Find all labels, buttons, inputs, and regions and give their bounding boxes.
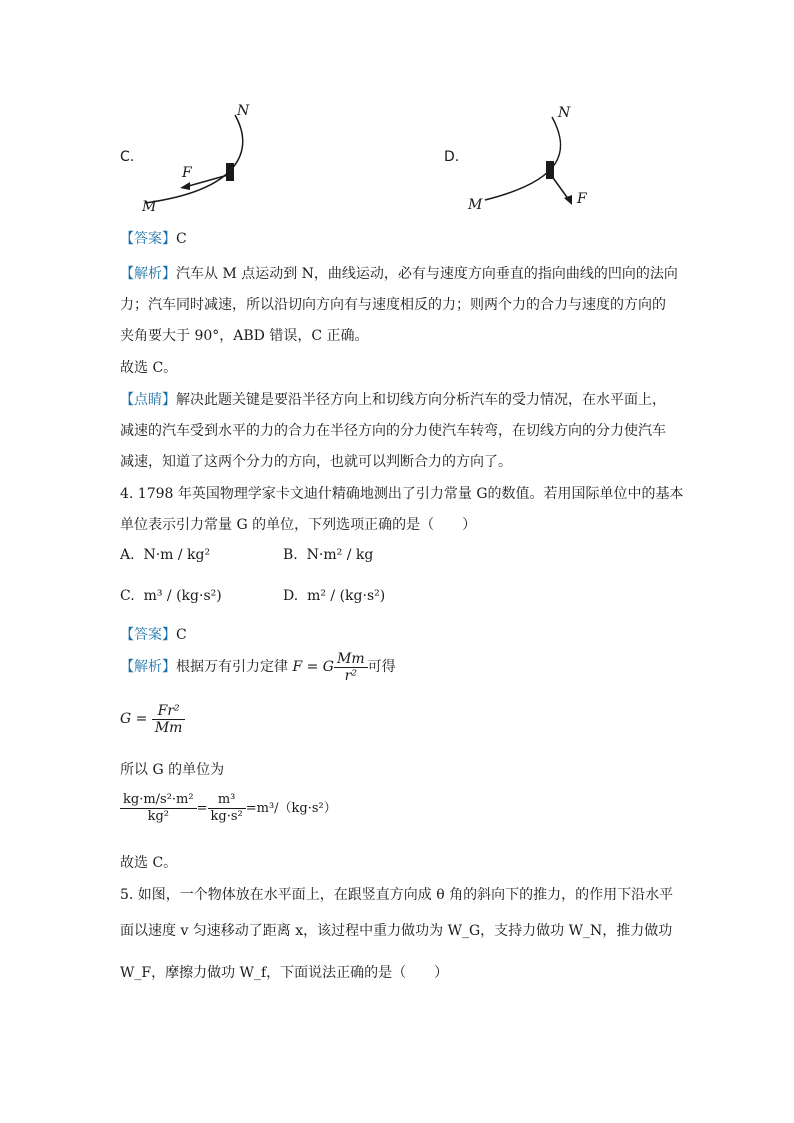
- figure-d: [430, 95, 630, 220]
- q4-analysis: [120, 650, 396, 684]
- law-denominator: r²: [344, 667, 357, 684]
- answer-tag: 【答案】: [120, 231, 176, 247]
- unit-denominator-1: kg²: [147, 809, 169, 824]
- unit-numerator-2: m³: [208, 792, 246, 809]
- q3-comment-line-2: 减速的汽车受到水平的力的合力在半径方向的分力使汽车转弯，在切线方向的分力使汽车: [120, 423, 666, 439]
- unit-denominator-2: kg·s²: [210, 809, 243, 824]
- answer-value: C: [176, 231, 187, 247]
- q5-stem-line-2: 面以速度 v 匀速移动了距离 x，该过程中重力做功为 W_G，支持力做功 W_N，推力做功: [120, 923, 673, 939]
- figure-c-diagram: [110, 95, 310, 220]
- q4-option-a: [120, 547, 210, 563]
- q4-option-d: [283, 588, 385, 604]
- option-text: N·m / kg²: [143, 547, 211, 563]
- label-m: M: [468, 197, 483, 213]
- q4-stem-line-2: 单位表示引力常量 G 的单位，下列选项正确的是（ ）: [120, 517, 477, 533]
- g-numerator: Fr²: [152, 703, 186, 720]
- comment-text: 解决此题关键是要沿半径方向上和切线方向分析汽车的受力情况，在水平面上，: [176, 392, 666, 408]
- analysis-tag: 【解析】: [120, 659, 176, 675]
- option-text: m³ / (kg·s²): [143, 588, 222, 604]
- q4-conclusion: 故选 C。: [120, 855, 178, 871]
- answer-tag: 【答案】: [120, 627, 176, 643]
- g-fraction: [152, 703, 186, 736]
- answer-value: C: [176, 627, 187, 643]
- label-n: N: [558, 105, 571, 121]
- q3-comment-line-1: [120, 389, 666, 409]
- car-block: [226, 163, 234, 181]
- analysis-text: 汽车从 M 点运动到 N，曲线运动，必有与速度方向垂直的指向曲线的凹向的法向: [176, 266, 678, 282]
- g-formula: [120, 702, 185, 736]
- g-denominator: Mm: [154, 719, 183, 736]
- q4-stem-line-1: 4. 1798 年英国物理学家卡文迪什精确地测出了引力常量 G的数值。若用国际单位中的基本: [120, 486, 684, 502]
- q3-answer: [120, 228, 187, 248]
- option-text: m² / (kg·s²): [307, 588, 386, 604]
- unit-fraction-1: [120, 792, 197, 825]
- label-n: N: [237, 103, 250, 119]
- law-numerator: Mm: [334, 651, 368, 668]
- force-arrow: [551, 175, 569, 200]
- figure-d-diagram: [430, 95, 630, 220]
- q3-conclusion: 故选 C。: [120, 360, 178, 376]
- unit-result: =m³/（kg·s²）: [245, 801, 337, 816]
- q4-option-b: [283, 547, 373, 563]
- q3-analysis-line-3: 夹角要大于 90°，ABD 错误，C 正确。: [120, 328, 369, 344]
- q3-analysis-line-1: [120, 263, 678, 283]
- q4-option-c: [120, 588, 222, 604]
- option-label: B.: [283, 547, 298, 563]
- force-arrowhead: [180, 182, 190, 190]
- g-lhs: G =: [120, 711, 148, 727]
- force-arrowhead: [564, 195, 572, 205]
- analysis-tag: 【解析】: [120, 266, 176, 282]
- law-lhs: F = G: [292, 659, 334, 675]
- figure-c: [110, 95, 310, 220]
- q3-analysis-line-2: 力；汽车同时减速，所以沿切向方向有与速度相反的力；则两个力的合力与速度的方向的: [120, 297, 666, 313]
- figure-c-option-label: C.: [120, 149, 135, 165]
- figure-d-option-label: D.: [444, 149, 460, 165]
- unit-derivation: [120, 792, 337, 826]
- q4-unit-intro: 所以 G 的单位为: [120, 762, 225, 778]
- q5-stem-line-3: W_F，摩擦力做功 W_f，下面说法正确的是（ ）: [120, 965, 449, 981]
- q4-answer: [120, 624, 187, 644]
- q5-stem-line-1: 5. 如图，一个物体放在水平面上，在跟竖直方向成 θ 角的斜向下的推力，的作用下沿水平: [120, 887, 674, 903]
- option-label: D.: [283, 588, 299, 604]
- analysis-prefix: 根据万有引力定律: [176, 659, 288, 675]
- law-fraction: [334, 651, 368, 684]
- label-m: M: [142, 199, 157, 215]
- q3-comment-line-3: 减速，知道了这两个分力的方向，也就可以判断合力的方向了。: [120, 454, 512, 470]
- unit-numerator-1: kg·m/s²·m²: [120, 792, 197, 809]
- curve-path: [485, 117, 561, 200]
- option-label: A.: [120, 547, 135, 563]
- equals-sign: =: [196, 801, 208, 816]
- curve-path: [145, 115, 243, 203]
- comment-tag: 【点睛】: [120, 392, 176, 408]
- unit-fraction-2: [208, 792, 246, 825]
- option-label: C.: [120, 588, 135, 604]
- label-f: F: [577, 191, 587, 207]
- label-f: F: [182, 165, 192, 181]
- option-text: N·m² / kg: [306, 547, 374, 563]
- analysis-suffix: 可得: [367, 659, 396, 675]
